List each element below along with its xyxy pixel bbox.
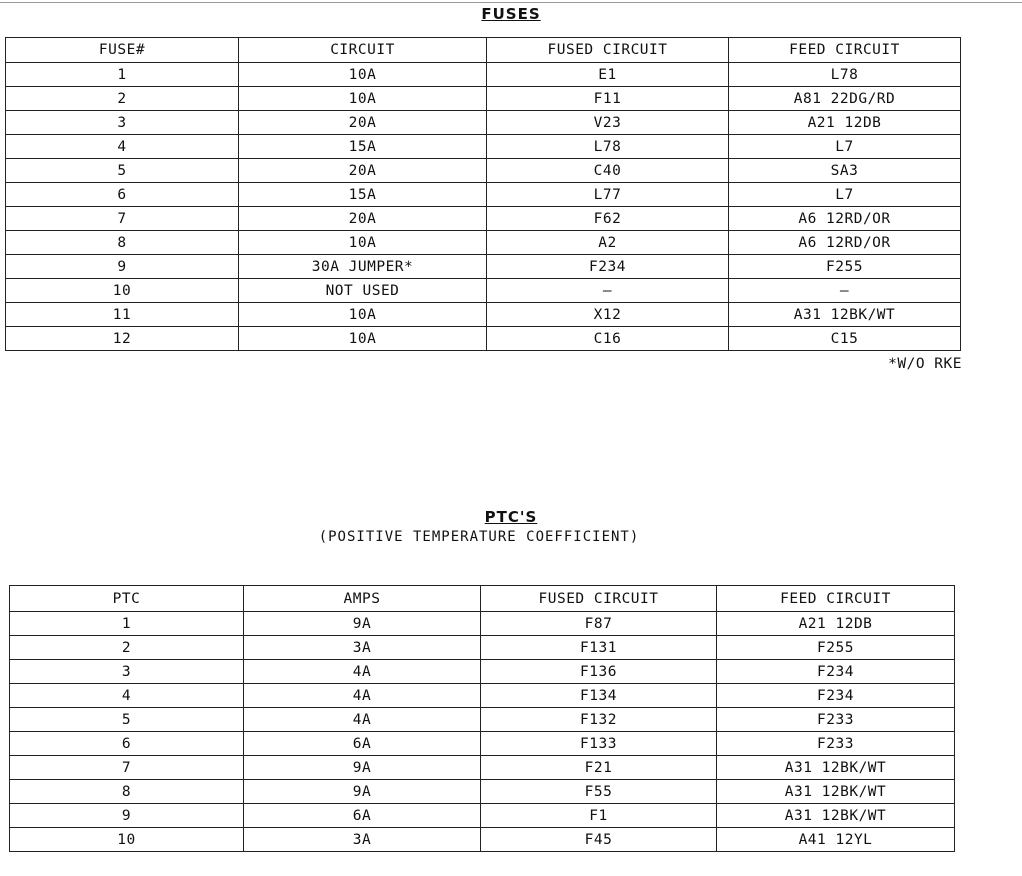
ptc-cell-feed-circuit: F255 xyxy=(717,636,955,660)
ptc-cell-id: 5 xyxy=(10,708,244,732)
ptc-cell-id: 9 xyxy=(10,804,244,828)
ptc-row xyxy=(10,804,955,828)
ptc-cell-fused-circuit: F131 xyxy=(481,636,717,660)
fuses-cell-rating: 15A xyxy=(239,183,487,207)
fuses-cell-id: 11 xyxy=(6,303,239,327)
ptc-cell-fused-circuit: F132 xyxy=(481,708,717,732)
fuses-row xyxy=(6,327,961,351)
fuses-cell-fused-circuit: F234 xyxy=(487,255,729,279)
fuses-cell-rating: 10A xyxy=(239,63,487,87)
fuses-footnote: *W/O RKE xyxy=(888,356,962,372)
ptc-cell-feed-circuit: A31 12BK/WT xyxy=(717,804,955,828)
fuses-cell-id: 8 xyxy=(6,231,239,255)
ptc-cell-rating: 9A xyxy=(244,612,481,636)
ptc-header-fused-circuit: FUSED CIRCUIT xyxy=(481,586,717,612)
ptc-header-amps: AMPS xyxy=(244,586,481,612)
ptc-cell-feed-circuit: A31 12BK/WT xyxy=(717,780,955,804)
ptc-cell-rating: 6A xyxy=(244,804,481,828)
ptc-cell-feed-circuit: F233 xyxy=(717,708,955,732)
fuses-row xyxy=(6,207,961,231)
ptc-subtitle: (POSITIVE TEMPERATURE COEFFICIENT) xyxy=(318,529,640,545)
ptc-row xyxy=(10,732,955,756)
fuses-row xyxy=(6,159,961,183)
fuses-cell-rating: 10A xyxy=(239,231,487,255)
fuses-cell-id: 3 xyxy=(6,111,239,135)
ptc-header-ptc: PTC xyxy=(10,586,244,612)
fuses-header-feed-circuit: FEED CIRCUIT xyxy=(729,38,961,63)
fuses-cell-rating: NOT USED xyxy=(239,279,487,303)
fuses-cell-id: 9 xyxy=(6,255,239,279)
ptc-cell-rating: 9A xyxy=(244,756,481,780)
ptc-cell-feed-circuit: F234 xyxy=(717,684,955,708)
ptc-cell-id: 6 xyxy=(10,732,244,756)
fuses-cell-feed-circuit: L7 xyxy=(729,183,961,207)
fuses-cell-feed-circuit: L7 xyxy=(729,135,961,159)
ptc-cell-id: 10 xyxy=(10,828,244,852)
fuses-row xyxy=(6,231,961,255)
fuses-cell-id: 5 xyxy=(6,159,239,183)
ptc-cell-id: 8 xyxy=(10,780,244,804)
fuses-row xyxy=(6,111,961,135)
ptc-row xyxy=(10,660,955,684)
ptc-cell-rating: 9A xyxy=(244,780,481,804)
fuses-cell-fused-circuit: L77 xyxy=(487,183,729,207)
fuses-row xyxy=(6,87,961,111)
fuses-cell-feed-circuit: SA3 xyxy=(729,159,961,183)
fuses-cell-rating: 20A xyxy=(239,159,487,183)
fuses-cell-feed-circuit: C15 xyxy=(729,327,961,351)
fuses-table-body xyxy=(6,63,961,351)
ptc-row xyxy=(10,708,955,732)
fuses-cell-rating: 20A xyxy=(239,207,487,231)
fuses-header-fuse-number: FUSE# xyxy=(6,38,239,63)
ptc-header-row xyxy=(10,586,955,612)
ptc-cell-id: 7 xyxy=(10,756,244,780)
ptc-cell-fused-circuit: F21 xyxy=(481,756,717,780)
fuses-cell-fused-circuit: V23 xyxy=(487,111,729,135)
fuses-cell-rating: 10A xyxy=(239,327,487,351)
ptc-cell-rating: 6A xyxy=(244,732,481,756)
fuses-row xyxy=(6,135,961,159)
ptc-cell-feed-circuit: F233 xyxy=(717,732,955,756)
fuses-cell-id: 6 xyxy=(6,183,239,207)
fuses-row xyxy=(6,303,961,327)
ptc-cell-rating: 3A xyxy=(244,828,481,852)
ptc-row xyxy=(10,636,955,660)
fuses-row xyxy=(6,63,961,87)
fuses-cell-fused-circuit: C16 xyxy=(487,327,729,351)
fuses-cell-feed-circuit: A6 12RD/OR xyxy=(729,207,961,231)
fuses-cell-rating: 15A xyxy=(239,135,487,159)
fuses-cell-fused-circuit: X12 xyxy=(487,303,729,327)
ptc-cell-fused-circuit: F55 xyxy=(481,780,717,804)
ptc-row xyxy=(10,828,955,852)
fuses-cell-fused-circuit: F62 xyxy=(487,207,729,231)
fuses-cell-rating: 20A xyxy=(239,111,487,135)
fuses-cell-feed-circuit: A31 12BK/WT xyxy=(729,303,961,327)
fuses-cell-fused-circuit: F11 xyxy=(487,87,729,111)
ptc-cell-feed-circuit: F234 xyxy=(717,660,955,684)
fuses-cell-rating: 30A JUMPER* xyxy=(239,255,487,279)
ptc-cell-id: 1 xyxy=(10,612,244,636)
ptc-row xyxy=(10,756,955,780)
fuses-title: FUSES xyxy=(481,5,541,23)
ptc-cell-id: 3 xyxy=(10,660,244,684)
ptc-cell-rating: 4A xyxy=(244,708,481,732)
fuses-cell-feed-circuit: F255 xyxy=(729,255,961,279)
ptc-cell-id: 2 xyxy=(10,636,244,660)
fuses-cell-fused-circuit: E1 xyxy=(487,63,729,87)
ptc-row xyxy=(10,612,955,636)
fuses-cell-fused-circuit: – xyxy=(487,279,729,303)
fuses-row xyxy=(6,255,961,279)
fuses-cell-fused-circuit: L78 xyxy=(487,135,729,159)
fuses-cell-id: 7 xyxy=(6,207,239,231)
ptc-cell-rating: 4A xyxy=(244,660,481,684)
ptc-title: PTC'S xyxy=(484,508,538,526)
fuses-cell-id: 12 xyxy=(6,327,239,351)
fuses-header-row xyxy=(6,38,961,63)
ptc-cell-feed-circuit: A21 12DB xyxy=(717,612,955,636)
fuses-row xyxy=(6,183,961,207)
ptc-cell-rating: 3A xyxy=(244,636,481,660)
fuses-cell-fused-circuit: A2 xyxy=(487,231,729,255)
fuses-cell-rating: 10A xyxy=(239,87,487,111)
fuses-header-fused-circuit: FUSED CIRCUIT xyxy=(487,38,729,63)
fuses-table xyxy=(5,37,961,351)
fuses-cell-feed-circuit: A21 12DB xyxy=(729,111,961,135)
ptc-cell-feed-circuit: A31 12BK/WT xyxy=(717,756,955,780)
ptc-cell-rating: 4A xyxy=(244,684,481,708)
ptc-cell-fused-circuit: F136 xyxy=(481,660,717,684)
fuses-cell-feed-circuit: A6 12RD/OR xyxy=(729,231,961,255)
fuses-cell-feed-circuit: – xyxy=(729,279,961,303)
ptc-cell-fused-circuit: F134 xyxy=(481,684,717,708)
fuses-cell-id: 1 xyxy=(6,63,239,87)
fuses-cell-feed-circuit: L78 xyxy=(729,63,961,87)
ptc-row xyxy=(10,684,955,708)
top-divider xyxy=(0,2,1022,3)
fuses-row xyxy=(6,279,961,303)
ptc-row xyxy=(10,780,955,804)
ptc-cell-fused-circuit: F45 xyxy=(481,828,717,852)
ptc-cell-fused-circuit: F133 xyxy=(481,732,717,756)
ptc-cell-fused-circuit: F1 xyxy=(481,804,717,828)
ptc-cell-feed-circuit: A41 12YL xyxy=(717,828,955,852)
fuses-header-circuit: CIRCUIT xyxy=(239,38,487,63)
fuses-cell-id: 10 xyxy=(6,279,239,303)
fuses-cell-id: 2 xyxy=(6,87,239,111)
fuses-cell-id: 4 xyxy=(6,135,239,159)
ptc-cell-id: 4 xyxy=(10,684,244,708)
fuses-cell-rating: 10A xyxy=(239,303,487,327)
fuses-cell-fused-circuit: C40 xyxy=(487,159,729,183)
fuses-cell-feed-circuit: A81 22DG/RD xyxy=(729,87,961,111)
ptc-header-feed-circuit: FEED CIRCUIT xyxy=(717,586,955,612)
ptc-table xyxy=(9,585,955,852)
ptc-cell-fused-circuit: F87 xyxy=(481,612,717,636)
ptc-table-body xyxy=(10,612,955,852)
